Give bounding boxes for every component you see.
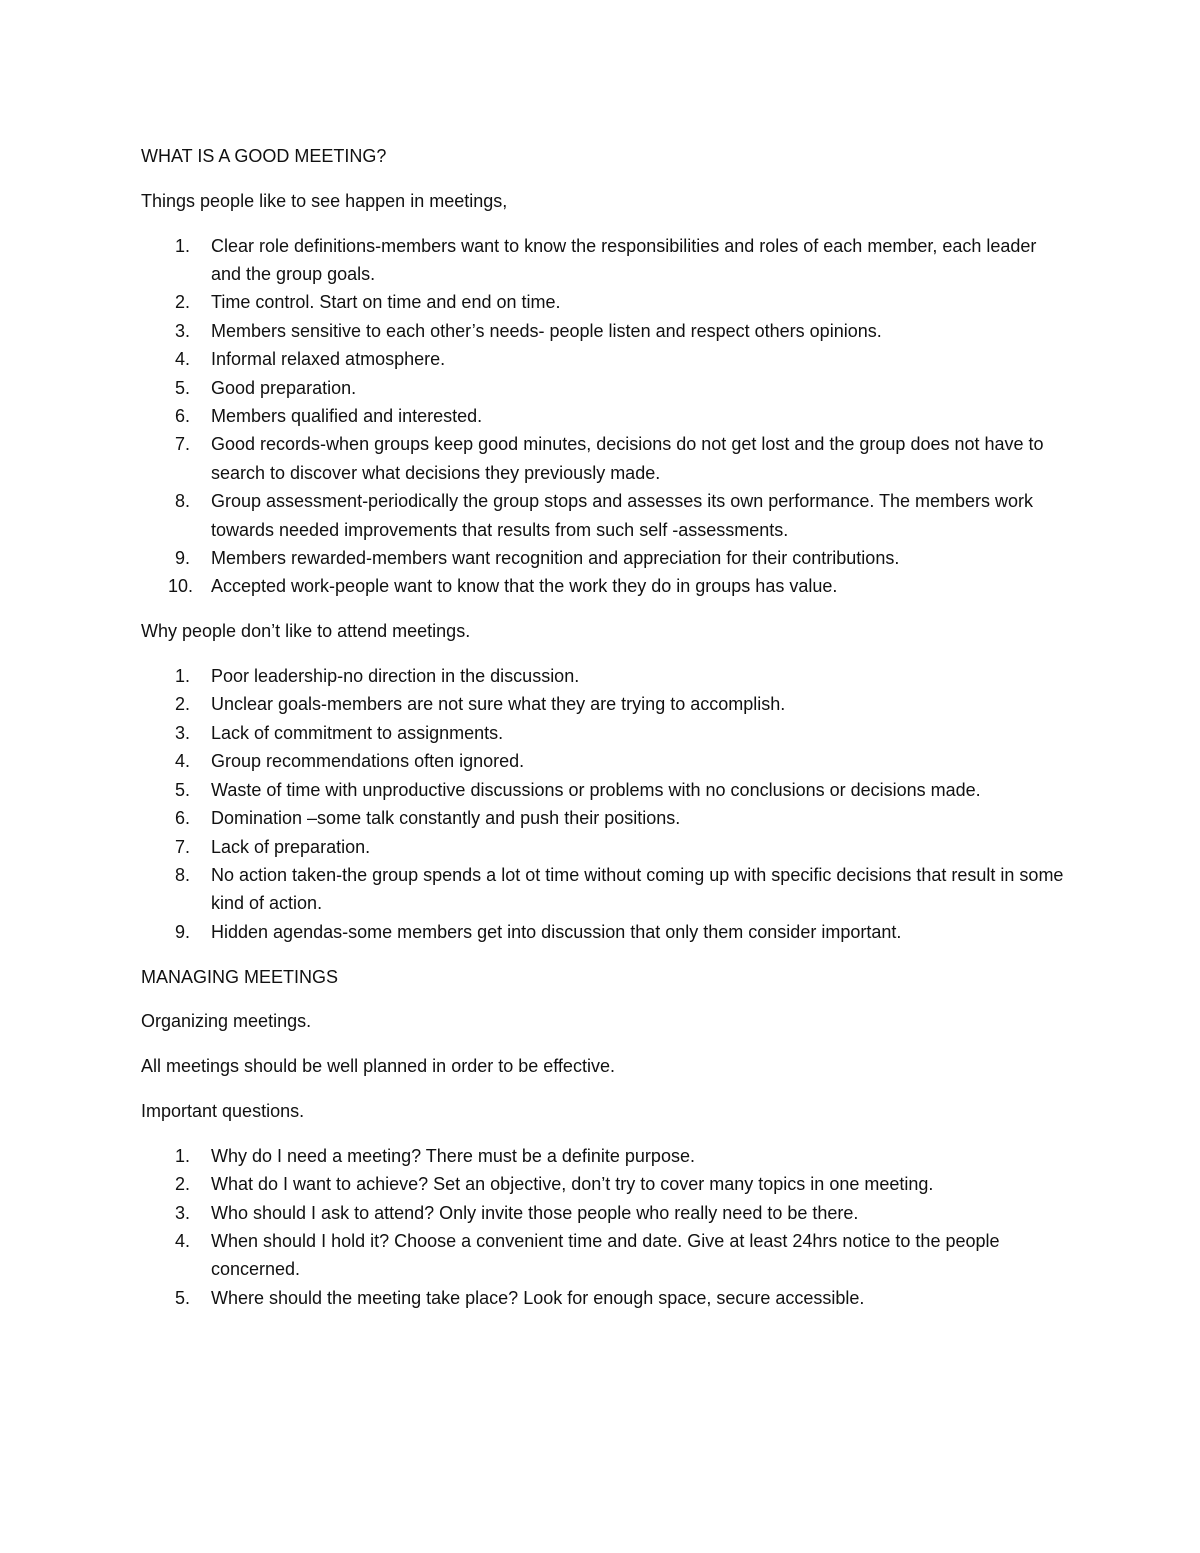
item-text: Lack of preparation.	[211, 836, 371, 857]
item-number: 1.	[175, 1145, 191, 1166]
questions-list	[141, 1142, 1071, 1312]
list-item	[141, 1142, 1071, 1170]
item-number: 9.	[175, 921, 191, 942]
document-page	[141, 142, 1071, 1329]
item-number: 5.	[175, 377, 191, 398]
list-item	[141, 690, 1071, 718]
paragraph-organizing: Organizing meetings.	[141, 1011, 312, 1032]
item-number: 2.	[175, 1174, 191, 1195]
item-text: Where should the meeting take place? Look for enough space, secure accessible.	[211, 1287, 865, 1308]
list-item	[141, 662, 1071, 690]
list-item	[141, 487, 1071, 544]
list-item	[141, 288, 1071, 316]
list-item	[141, 232, 1071, 289]
item-number: 5.	[175, 779, 191, 800]
item-text: Members rewarded-members want recognition and appreciation for their contributions.	[211, 548, 900, 569]
item-text: Good preparation.	[211, 377, 357, 398]
item-number: 1.	[175, 666, 191, 687]
list-item	[141, 776, 1071, 804]
item-number: 7.	[175, 836, 191, 857]
list-item	[141, 1227, 1071, 1284]
item-text: Members qualified and interested.	[211, 406, 483, 427]
list-item	[141, 1284, 1071, 1312]
item-text: When should I hold it? Choose a convenient time and date. Give at least 24hrs notice to the people concerned.	[211, 1230, 1000, 1280]
intro-dislikes: Why people don’t like to attend meetings.	[141, 621, 471, 642]
item-number: 7.	[175, 434, 191, 455]
item-text: Poor leadership-no direction in the discussion.	[211, 666, 580, 687]
heading-good-meeting: WHAT IS A GOOD MEETING?	[141, 146, 387, 166]
paragraph-questions: Important questions.	[141, 1100, 305, 1121]
item-text: Who should I ask to attend? Only invite those people who really need to be there.	[211, 1202, 859, 1223]
item-number: 4.	[175, 751, 191, 772]
item-number: 6.	[175, 406, 191, 427]
item-number: 1.	[175, 235, 191, 256]
likes-list	[141, 232, 1071, 601]
item-number: 4.	[175, 349, 191, 370]
item-number: 4.	[175, 1230, 191, 1251]
list-item	[141, 402, 1071, 430]
list-item	[141, 345, 1071, 373]
item-number: 8.	[175, 864, 191, 885]
item-number: 3.	[175, 1202, 191, 1223]
item-number: 3.	[175, 320, 191, 341]
item-text: Group recommendations often ignored.	[211, 751, 525, 772]
item-number: 8.	[175, 491, 191, 512]
item-text: Members sensitive to each other’s needs- people listen and respect others opinions.	[211, 320, 882, 341]
list-item	[141, 430, 1071, 487]
list-item	[141, 804, 1071, 832]
item-number: 9.	[175, 548, 191, 569]
intro-likes: Things people like to see happen in meetings,	[141, 190, 508, 211]
item-text: Waste of time with unproductive discussions or problems with no conclusions or decisions made.	[211, 779, 981, 800]
dislikes-list	[141, 662, 1071, 946]
item-text: Domination –some talk constantly and push their positions.	[211, 808, 681, 829]
list-item	[141, 918, 1071, 946]
item-text: Lack of commitment to assignments.	[211, 722, 504, 743]
item-text: Group assessment-periodically the group stops and assesses its own performance. The members work towards needed improvements that results from such self -assessments.	[211, 491, 1034, 540]
item-number: 5.	[175, 1287, 191, 1308]
list-item	[141, 861, 1071, 918]
item-text: Good records-when groups keep good minutes, decisions do not get lost and the group does not have to search to discover what decisions they previously made.	[211, 434, 1044, 483]
list-item	[141, 374, 1071, 402]
item-text: What do I want to achieve? Set an objective, don’t try to cover many topics in one meeting.	[211, 1174, 934, 1195]
item-number: 6.	[175, 808, 191, 829]
item-text: Clear role definitions-members want to know the responsibilities and roles of each member, each leader and the group goals.	[211, 235, 1037, 284]
item-text: Unclear goals-members are not sure what they are trying to accomplish.	[211, 694, 786, 715]
list-item	[141, 1199, 1071, 1227]
item-text: Time control. Start on time and end on time.	[211, 292, 561, 313]
item-text: Informal relaxed atmosphere.	[211, 349, 446, 370]
list-item	[141, 544, 1071, 572]
item-number: 2.	[175, 694, 191, 715]
item-number: 2.	[175, 292, 191, 313]
item-text: Hidden agendas-some members get into discussion that only them consider important.	[211, 921, 902, 942]
heading-managing-meetings: MANAGING MEETINGS	[141, 966, 339, 987]
item-text: Why do I need a meeting? There must be a definite purpose.	[211, 1145, 695, 1166]
item-text: Accepted work-people want to know that the work they do in groups has value.	[211, 576, 838, 597]
list-item	[141, 719, 1071, 747]
paragraph-planning: All meetings should be well planned in order to be effective.	[141, 1056, 615, 1077]
item-number: 3.	[175, 722, 191, 743]
list-item	[141, 572, 1071, 600]
list-item	[141, 833, 1071, 861]
list-item	[141, 747, 1071, 775]
list-item	[141, 1170, 1071, 1198]
list-item	[141, 317, 1071, 345]
item-text: No action taken-the group spends a lot ot time without coming up with specific decisions that result in some kind of action.	[211, 864, 1064, 914]
item-number: 10.	[168, 576, 194, 597]
